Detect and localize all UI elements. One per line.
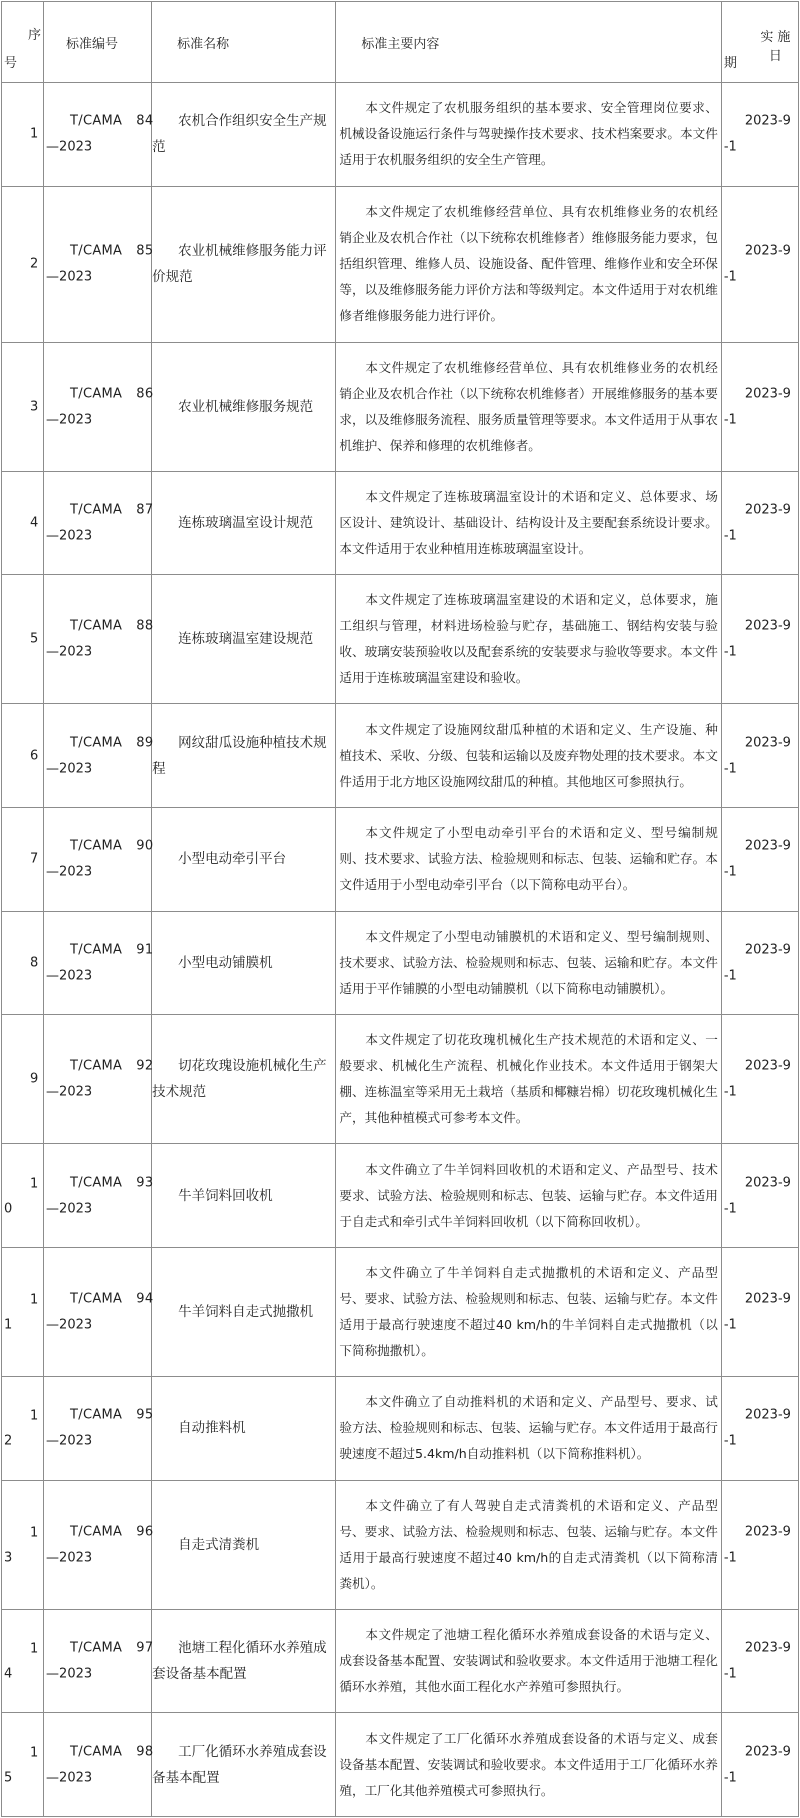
serial-number-cell: 1 5 (2, 1713, 44, 1817)
standard-code-cell: T/CAMA 95 —2023 (44, 1377, 152, 1481)
standard-content-cell: 本文件规定了连栋玻璃温室建设的术语和定义，总体要求，施工组织与管理，材料进场检验与贮存，基础施工、钢结构安装与验收、玻璃安装预验收以及配套系统的安装要求与验收等要求。本文件适用于连栋玻璃温室建设和验收。 (336, 575, 721, 704)
serial-number-cell: 6 (2, 704, 44, 808)
standard-name-cell: 连栋玻璃温室设计规范 (152, 471, 336, 575)
standard-name-cell: 小型电动牵引平台 (152, 807, 336, 911)
standard-content-cell: 本文件确立了牛羊饲料回收机的术语和定义、产品型号、技术要求、试验方法、检验规则和标志、包装、运输与贮存。本文件适用于自走式和牵引式牛羊饲料回收机（以下简称回收机）。 (336, 1144, 721, 1248)
effective-date-cell: 2023-9 -1 (721, 1713, 798, 1817)
header-effective-date: 实施日 期 (721, 2, 798, 83)
standard-name-cell: 农业机械维修服务规范 (152, 342, 336, 471)
standard-content-cell: 本文件规定了连栋玻璃温室设计的术语和定义、总体要求、场区设计、建筑设计、基础设计、结构设计及主要配套系统设计要求。本文件适用于农业种植用连栋玻璃温室设计。 (336, 471, 721, 575)
standard-content-cell: 本文件确立了自动推料机的术语和定义、产品型号、要求、试验方法、检验规则和标志、包装、运输与贮存。本文件适用于最高行驶速度不超过5.4km/h自动推料机（以下简称推料机）。 (336, 1377, 721, 1481)
standard-code-cell: T/CAMA 86 —2023 (44, 342, 152, 471)
effective-date-cell: 2023-9 -1 (721, 1247, 798, 1376)
table-header-row (2, 2, 799, 83)
table-row-3 (2, 342, 799, 471)
table-row-11 (2, 1247, 799, 1376)
standard-name-cell: 农业机械维修服务能力评价规范 (152, 186, 336, 342)
serial-number-cell: 2 (2, 186, 44, 342)
table-row-10 (2, 1144, 799, 1248)
standard-name-cell: 小型电动铺膜机 (152, 911, 336, 1015)
standard-name-cell: 自走式清粪机 (152, 1480, 336, 1609)
standard-name-cell: 池塘工程化循环水养殖成套设备基本配置 (152, 1609, 336, 1713)
table-row-12 (2, 1377, 799, 1481)
serial-number-cell: 5 (2, 575, 44, 704)
header-standard-name: 标准名称 (152, 2, 336, 83)
table-row-14 (2, 1609, 799, 1713)
standard-name-cell: 工厂化循环水养殖成套设备基本配置 (152, 1713, 336, 1817)
standard-content-cell: 本文件规定了农机维修经营单位、具有农机维修业务的农机经销企业及农机合作社（以下统称农机维修者）维修服务能力要求，包括组织管理、维修人员、设施设备、配件管理、维修作业和安全环保等，以及维修服务能力评价方法和等级判定。本文件适用于对农机维修者维修服务能力进行评价。 (336, 186, 721, 342)
table-row-9 (2, 1015, 799, 1144)
effective-date-cell: 2023-9 -1 (721, 83, 798, 187)
serial-number-cell: 1 (2, 83, 44, 187)
serial-number-cell: 1 2 (2, 1377, 44, 1481)
standard-name-cell: 自动推料机 (152, 1377, 336, 1481)
effective-date-cell: 2023-9 -1 (721, 911, 798, 1015)
standard-name-cell: 网纹甜瓜设施种植技术规程 (152, 704, 336, 808)
header-standard-code: 标准编号 (44, 2, 152, 83)
standard-code-cell: T/CAMA 92 —2023 (44, 1015, 152, 1144)
standard-code-cell: T/CAMA 94 —2023 (44, 1247, 152, 1376)
standard-name-cell: 牛羊饲料自走式抛撒机 (152, 1247, 336, 1376)
table-row-4 (2, 471, 799, 575)
standard-content-cell: 本文件确立了牛羊饲料自走式抛撒机的术语和定义、产品型号、要求、试验方法、检验规则和标志、包装、运输与贮存。本文件适用于最高行驶速度不超过40 km/h的牛羊饲料自走式抛撒机（以下简称抛撒机）。 (336, 1247, 721, 1376)
standard-content-cell: 本文件规定了工厂化循环水养殖成套设备的术语与定义、成套设备基本配置、安装调试和验收要求。本文件适用于工厂化循环水养殖，工厂化其他养殖模式可参照执行。 (336, 1713, 721, 1817)
standard-code-cell: T/CAMA 96 —2023 (44, 1480, 152, 1609)
standard-code-cell: T/CAMA 85 —2023 (44, 186, 152, 342)
serial-number-cell: 3 (2, 342, 44, 471)
standard-code-cell: T/CAMA 91 —2023 (44, 911, 152, 1015)
effective-date-cell: 2023-9 -1 (721, 471, 798, 575)
standard-name-cell: 农机合作组织安全生产规范 (152, 83, 336, 187)
standard-content-cell: 本文件确立了有人驾驶自走式清粪机的术语和定义、产品型号、要求、试验方法、检验规则和标志、包装、运输与贮存。本文件适用于最高行驶速度不超过40 km/h的自走式清粪机（以下简称清粪机）。 (336, 1480, 721, 1609)
standard-code-cell: T/CAMA 88 —2023 (44, 575, 152, 704)
header-serial-number: 序 号 (2, 2, 44, 83)
serial-number-cell: 1 4 (2, 1609, 44, 1713)
effective-date-cell: 2023-9 -1 (721, 704, 798, 808)
standard-content-cell: 本文件规定了切花玫瑰机械化生产技术规范的术语和定义、一般要求、机械化生产流程、机械化作业技术。本文件适用于钢架大棚、连栋温室等采用无土栽培（基质和椰糠岩棉）切花玫瑰机械化生产，其他种植模式可参考本文件。 (336, 1015, 721, 1144)
standard-name-cell: 切花玫瑰设施机械化生产技术规范 (152, 1015, 336, 1144)
serial-number-cell: 4 (2, 471, 44, 575)
effective-date-cell: 2023-9 -1 (721, 1377, 798, 1481)
standard-content-cell: 本文件规定了农机服务组织的基本要求、安全管理岗位要求、机械设备设施运行条件与驾驶操作技术要求、技术档案要求。本文件适用于农机服务组织的安全生产管理。 (336, 83, 721, 187)
table-row-5 (2, 575, 799, 704)
standard-code-cell: T/CAMA 89 —2023 (44, 704, 152, 808)
standard-code-cell: T/CAMA 90 —2023 (44, 807, 152, 911)
standard-content-cell: 本文件规定了设施网纹甜瓜种植的术语和定义、生产设施、种植技术、采收、分级、包装和运输以及废弃物处理的技术要求。本文件适用于北方地区设施网纹甜瓜的种植。其他地区可参照执行。 (336, 704, 721, 808)
table-row-13 (2, 1480, 799, 1609)
standards-table (1, 1, 799, 1817)
effective-date-cell: 2023-9 -1 (721, 342, 798, 471)
standard-code-cell: T/CAMA 87 —2023 (44, 471, 152, 575)
effective-date-cell: 2023-9 -1 (721, 575, 798, 704)
standard-name-cell: 牛羊饲料回收机 (152, 1144, 336, 1248)
table-row-8 (2, 911, 799, 1015)
standard-code-cell: T/CAMA 97 —2023 (44, 1609, 152, 1713)
effective-date-cell: 2023-9 -1 (721, 186, 798, 342)
table-row-2 (2, 186, 799, 342)
table-row-1 (2, 83, 799, 187)
serial-number-cell: 9 (2, 1015, 44, 1144)
serial-number-cell: 1 1 (2, 1247, 44, 1376)
standard-content-cell: 本文件规定了池塘工程化循环水养殖成套设备的术语与定义、成套设备基本配置、安装调试和验收要求。本文件适用于池塘工程化循环水养殖，其他水面工程化水产养殖可参照执行。 (336, 1609, 721, 1713)
header-main-content: 标准主要内容 (336, 2, 721, 83)
table-row-15 (2, 1713, 799, 1817)
effective-date-cell: 2023-9 -1 (721, 807, 798, 911)
standard-content-cell: 本文件规定了农机维修经营单位、具有农机维修业务的农机经销企业及农机合作社（以下统称农机维修者）开展维修服务的基本要求，以及维修服务流程、服务质量管理等要求。本文件适用于从事农机维护、保养和修理的农机维修者。 (336, 342, 721, 471)
standard-content-cell: 本文件规定了小型电动铺膜机的术语和定义、型号编制规则、技术要求、试验方法、检验规则和标志、包装、运输和贮存。本文件适用于平作铺膜的小型电动铺膜机（以下简称电动铺膜机）。 (336, 911, 721, 1015)
serial-number-cell: 8 (2, 911, 44, 1015)
table-row-7 (2, 807, 799, 911)
serial-number-cell: 1 3 (2, 1480, 44, 1609)
standard-name-cell: 连栋玻璃温室建设规范 (152, 575, 336, 704)
standard-code-cell: T/CAMA 84 —2023 (44, 83, 152, 187)
serial-number-cell: 1 0 (2, 1144, 44, 1248)
effective-date-cell: 2023-9 -1 (721, 1480, 798, 1609)
serial-number-cell: 7 (2, 807, 44, 911)
standard-code-cell: T/CAMA 93 —2023 (44, 1144, 152, 1248)
standard-content-cell: 本文件规定了小型电动牵引平台的术语和定义、型号编制规则、技术要求、试验方法、检验规则和标志、包装、运输和贮存。本文件适用于小型电动牵引平台（以下简称电动平台）。 (336, 807, 721, 911)
effective-date-cell: 2023-9 -1 (721, 1609, 798, 1713)
standard-code-cell: T/CAMA 98 —2023 (44, 1713, 152, 1817)
table-row-6 (2, 704, 799, 808)
effective-date-cell: 2023-9 -1 (721, 1144, 798, 1248)
effective-date-cell: 2023-9 -1 (721, 1015, 798, 1144)
